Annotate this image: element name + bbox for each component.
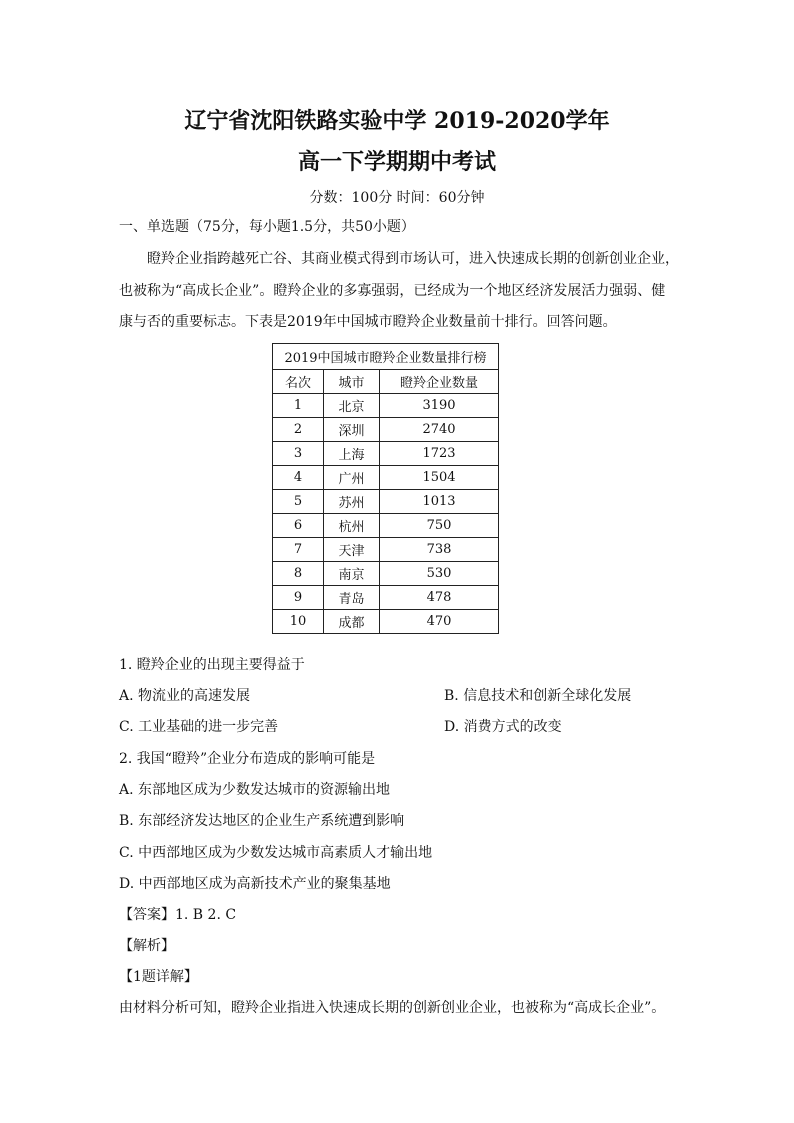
answer-line: 【答案】1. B 2. C xyxy=(119,907,237,923)
table-header-count: 瞪羚企业数量 xyxy=(380,370,499,394)
exam-title-line2: 高一下学期期中考试 xyxy=(297,149,496,175)
cell-rank: 4 xyxy=(273,466,324,490)
cell-city: 苏州 xyxy=(324,490,380,514)
table-caption: 2019中国城市瞪羚企业数量排行榜 xyxy=(273,344,499,370)
table-row xyxy=(273,562,499,586)
table-row xyxy=(273,610,499,634)
cell-count: 738 xyxy=(380,538,499,562)
cell-city: 北京 xyxy=(324,394,380,418)
cell-city: 南京 xyxy=(324,562,380,586)
ranking-table xyxy=(272,343,499,634)
cell-rank: 6 xyxy=(273,514,324,538)
table-row xyxy=(273,490,499,514)
cell-rank: 10 xyxy=(273,610,324,634)
cell-rank: 1 xyxy=(273,394,324,418)
table-row xyxy=(273,514,499,538)
cell-city: 广州 xyxy=(324,466,380,490)
cell-rank: 9 xyxy=(273,586,324,610)
question-1-option-a: A. 物流业的高速发展 xyxy=(119,688,251,704)
section-heading: 一、单选题（75分，每小题1.5分，共50小题） xyxy=(119,219,415,235)
question-2-option-a: A. 东部地区成为少数发达城市的资源输出地 xyxy=(119,782,391,798)
cell-count: 1723 xyxy=(380,442,499,466)
exam-title-line1: 辽宁省沈阳铁路实验中学 2019-2020学年 xyxy=(184,108,610,134)
analysis-label: 【解析】 xyxy=(119,938,175,954)
cell-count: 2740 xyxy=(380,418,499,442)
table-row xyxy=(273,466,499,490)
table-row xyxy=(273,586,499,610)
question-1-stem: 1. 瞪羚企业的出现主要得益于 xyxy=(119,657,305,673)
cell-city: 深圳 xyxy=(324,418,380,442)
cell-city: 杭州 xyxy=(324,514,380,538)
question-1-option-c: C. 工业基础的进一步完善 xyxy=(119,719,279,735)
cell-count: 1013 xyxy=(380,490,499,514)
cell-rank: 8 xyxy=(273,562,324,586)
table-row xyxy=(273,538,499,562)
cell-count: 1504 xyxy=(380,466,499,490)
table-header-rank: 名次 xyxy=(273,370,324,394)
cell-city: 天津 xyxy=(324,538,380,562)
cell-count: 530 xyxy=(380,562,499,586)
cell-city: 上海 xyxy=(324,442,380,466)
table-row xyxy=(273,394,499,418)
cell-count: 470 xyxy=(380,610,499,634)
table-row xyxy=(273,442,499,466)
cell-rank: 3 xyxy=(273,442,324,466)
detail-text: 由材料分析可知，瞪羚企业指进入快速成长期的创新创业企业，也被称为“高成长企业”。 xyxy=(119,1000,666,1016)
cell-count: 750 xyxy=(380,514,499,538)
cell-rank: 2 xyxy=(273,418,324,442)
question-2-option-c: C. 中西部地区成为少数发达城市高素质人才输出地 xyxy=(119,845,433,861)
question-2-option-b: B. 东部经济发达地区的企业生产系统遭到影响 xyxy=(119,813,405,829)
cell-city: 成都 xyxy=(324,610,380,634)
detail-label: 【1题详解】 xyxy=(119,969,198,985)
cell-count: 478 xyxy=(380,586,499,610)
question-2-stem: 2. 我国“瞪羚”企业分布造成的影响可能是 xyxy=(119,751,376,767)
cell-rank: 5 xyxy=(273,490,324,514)
question-1-option-b: B. 信息技术和创新全球化发展 xyxy=(444,688,632,704)
table-row xyxy=(273,418,499,442)
cell-count: 3190 xyxy=(380,394,499,418)
question-1-option-d: D. 消费方式的改变 xyxy=(444,719,562,735)
question-2-option-d: D. 中西部地区成为高新技术产业的聚集基地 xyxy=(119,876,391,892)
passage xyxy=(119,244,679,339)
passage-text: 瞪羚企业指跨越死亡谷、其商业模式得到市场认可，进入快速成长期的创新创业企业，也被称为“高成长企业”。瞪羚企业的多寡强弱，已经成为一个地区经济发展活力强弱、健康与否的重要标志。下表是2019年中国城市瞪羚企业数量前十排行。回答问题。 xyxy=(119,251,679,330)
exam-meta: 分数：100分 时间：60分钟 xyxy=(309,190,485,206)
table-header-city: 城市 xyxy=(324,370,380,394)
cell-rank: 7 xyxy=(273,538,324,562)
cell-city: 青岛 xyxy=(324,586,380,610)
table-header-row xyxy=(273,370,499,394)
